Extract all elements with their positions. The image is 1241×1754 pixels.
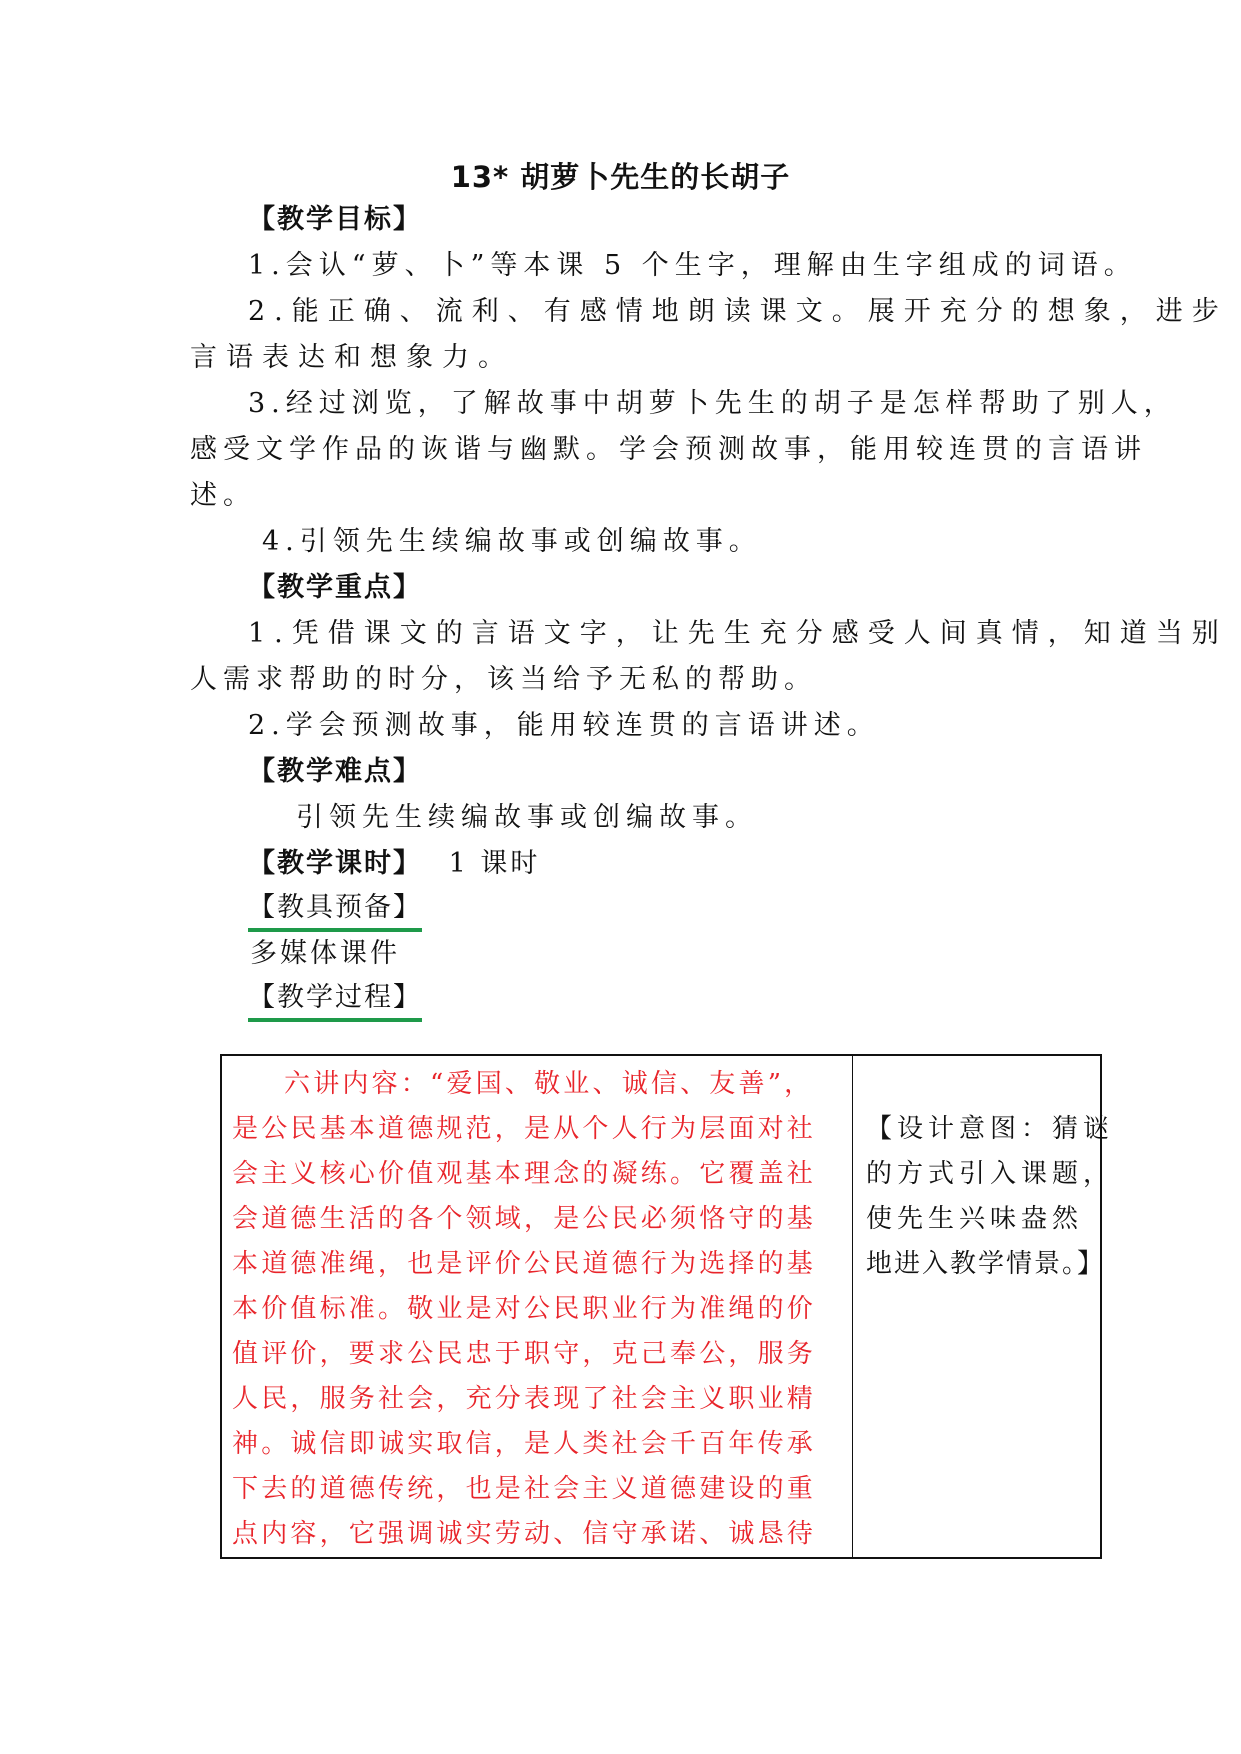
content-line: 神。诚信即诚实取信，是人类社会千百年传承 (232, 1429, 817, 1459)
key-point-line-3: 2.学会预测故事，能用较连贯的言语讲述。 (248, 710, 880, 741)
content-line: 下去的道德传统，也是社会主义道德建设的重 (232, 1474, 817, 1504)
objective-line-7: 4.引领先生续编故事或创编故事。 (262, 526, 762, 557)
content-line: 本道德准绳，也是评价公民道德行为选择的基 (232, 1249, 817, 1279)
content-line: 是公民基本道德规范，是从个人行为层面对社 (232, 1114, 817, 1144)
key-points-heading: 【教学重点】 (248, 572, 422, 603)
objective-line-3: 言语表达和想象力。 (190, 342, 514, 373)
objective-line-5: 感受文学作品的诙谐与幽默。学会预测故事，能用较连贯的言语讲 (190, 434, 1147, 465)
document-title: 13* 胡萝卜先生的长胡子 (450, 160, 791, 194)
class-hours-row (248, 844, 540, 884)
key-point-line-2: 人需求帮助的时分，该当给予无私的帮助。 (190, 664, 817, 695)
content-line: 会主义核心价值观基本理念的凝练。它覆盖社 (232, 1159, 817, 1189)
table-design-intent-cell (866, 1107, 1115, 1287)
key-point-line-1: 1.凭借课文的言语文字，让先生充分感受人间真情，知道当别 (248, 618, 1228, 649)
materials-heading: 【教具预备】 (248, 888, 422, 932)
process-heading: 【教学过程】 (248, 978, 422, 1022)
objective-line-1: 1.会认“萝、卜”等本课 5 个生字，理解由生字组成的词语。 (248, 250, 1137, 281)
design-intent-line: 地进入教学情景。】 (866, 1249, 1106, 1279)
process-heading-wrap (248, 978, 422, 1022)
design-intent-line: 【设计意图：猜谜 (866, 1114, 1115, 1144)
materials-line-1: 多媒体课件 (250, 938, 400, 969)
content-line: 值评价，要求公民忠于职守，克己奉公，服务 (232, 1339, 817, 1369)
table-content-cell (232, 1062, 842, 1552)
objective-line-4: 3.经过浏览，了解故事中胡萝卜先生的胡子是怎样帮助了别人， (248, 388, 1177, 419)
difficulty-line-1: 引领先生续编故事或创编故事。 (296, 802, 758, 833)
class-hours-heading: 【教学课时】 (248, 848, 422, 879)
objective-line-6: 述。 (190, 480, 256, 511)
objectives-heading: 【教学目标】 (248, 204, 422, 235)
table-column-divider (852, 1056, 853, 1557)
design-intent-line: 使先生兴味盎然 (866, 1204, 1084, 1234)
design-intent-line: 的方式引入课题， (866, 1159, 1115, 1189)
content-line: 人民，服务社会，充分表现了社会主义职业精 (232, 1384, 817, 1414)
teaching-process-table (220, 1054, 1115, 1559)
materials-heading-wrap (248, 888, 422, 932)
objective-line-2: 2.能正确、流利、有感情地朗读课文。展开充分的想象，进步 (248, 296, 1228, 327)
difficulties-heading: 【教学难点】 (248, 756, 422, 787)
content-line: 六讲内容：“爱国、敬业、诚信、友善”， (284, 1069, 814, 1099)
content-line: 点内容，它强调诚实劳动、信守承诺、诚恳待 (232, 1519, 817, 1549)
class-hours-value: 1 课时 (448, 848, 541, 879)
content-line: 本价值标准。敬业是对公民职业行为准绳的价 (232, 1294, 817, 1324)
content-line: 会道德生活的各个领域，是公民必须恪守的基 (232, 1204, 817, 1234)
